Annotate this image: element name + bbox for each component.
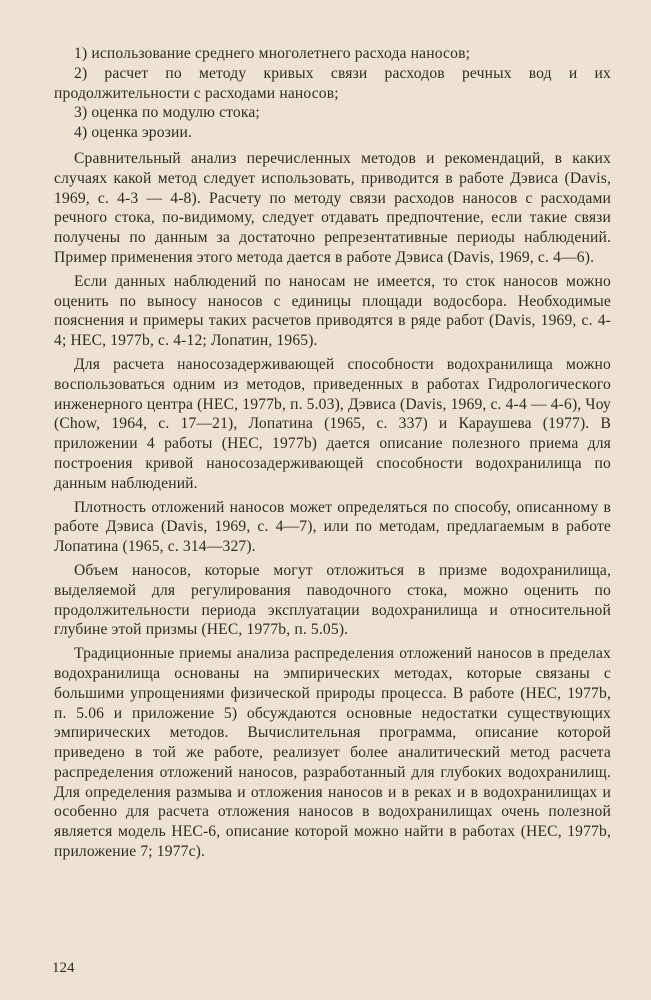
paragraph-deposit-density: Плотность отложений наносов может определяться по способу, описанному в работе Дэвиса (Davis, 1969, с. 4—7), или по методам, предлагаемым в работе Лопатина (1965, с. 314—327). [54, 498, 611, 556]
list-item-4: 4) оценка эрозии. [74, 124, 193, 142]
list-item-2: 2) расчет по методу кривых связи расходов речных вод и их продолжительности с расходами наносов; [54, 64, 611, 102]
page-number: 124 [52, 960, 75, 976]
list-item-3: 3) оценка по модулю стока; [74, 104, 260, 122]
main-text [54, 44, 611, 862]
paragraph-methods-analysis: Сравнительный анализ перечисленных методов и рекомендаций, в каких случаях какой метод следует использовать, приводится в работе Дэвиса (Davis, 1969, с. 4-3 — 4-8). Расчету по методу связи расходов наносов с расходами речного стока, по-видимому, следует отдавать предпочтение, если такие связи получены по данным за достаточно репрезентативные периоды наблюдений. Пример применения этого метода дается в работе Дэвиса (Davis, 1969, с. 4—6). [54, 149, 611, 266]
paragraph-no-data: Если данных наблюдений по наносам не имеется, то сток наносов можно оценить по выносу наносов с единицы площади водосбора. Необходимые пояснения и примеры таких расчетов приводятся в ряде работ (Davis, 1969, с. 4-4; HEC, 1977b, с. 4-12; Лопатин, 1965). [54, 272, 611, 350]
paragraph-trap-efficiency: Для расчета наносозадерживающей способности водохранилища можно воспользоваться одним из методов, приведенных в работах Гидрологического инженерного центра (HEC, 1977b, п. 5.03), Дэвиса (Davis, 1969, с. 4-4 — 4-6), Чоу (Chow, 1964, с. 17—21), Лопатина (1965, с. 337) и Караушева (1977). В приложении 4 работы (HEC, 1977b) дается описание полезного приема для построения кривой наносозадерживающей способности водохранилища по данным наблюдений. [54, 355, 611, 492]
paragraph-distribution-methods: Традиционные приемы анализа распределения отложений наносов в пределах водохранилища основаны на эмпирических методах, которые связаны с большими упрощениями физической природы процесса. В работе (HEC, 1977b, п. 5.06 и приложение 5) обсуждаются основные недостатки существующих эмпирических методов. Вычислительная программа, описание которой приведено в той же работе, реализует более аналитический метод расчета распределения отложений наносов, разработанный для глубоких водохранилищ. Для определения размыва и отложения наносов и в реках и в водохранилищах и особенно для расчета отложения наносов в водохранилищах очень полезной является модель HEC-6, описание которой можно найти в работах (HEC, 1977b, приложение 7; 1977c). [54, 645, 611, 861]
paragraph-sediment-volume: Объем наносов, которые могут отложиться в призме водохранилища, выделяемой для регулирования паводочного стока, можно оценить по продолжительности периода эксплуатации водохранилища и относительной глубине этой призмы (HEC, 1977b, п. 5.05). [54, 561, 611, 639]
list-item-1: 1) использование среднего многолетнего расхода наносов; [74, 45, 471, 62]
